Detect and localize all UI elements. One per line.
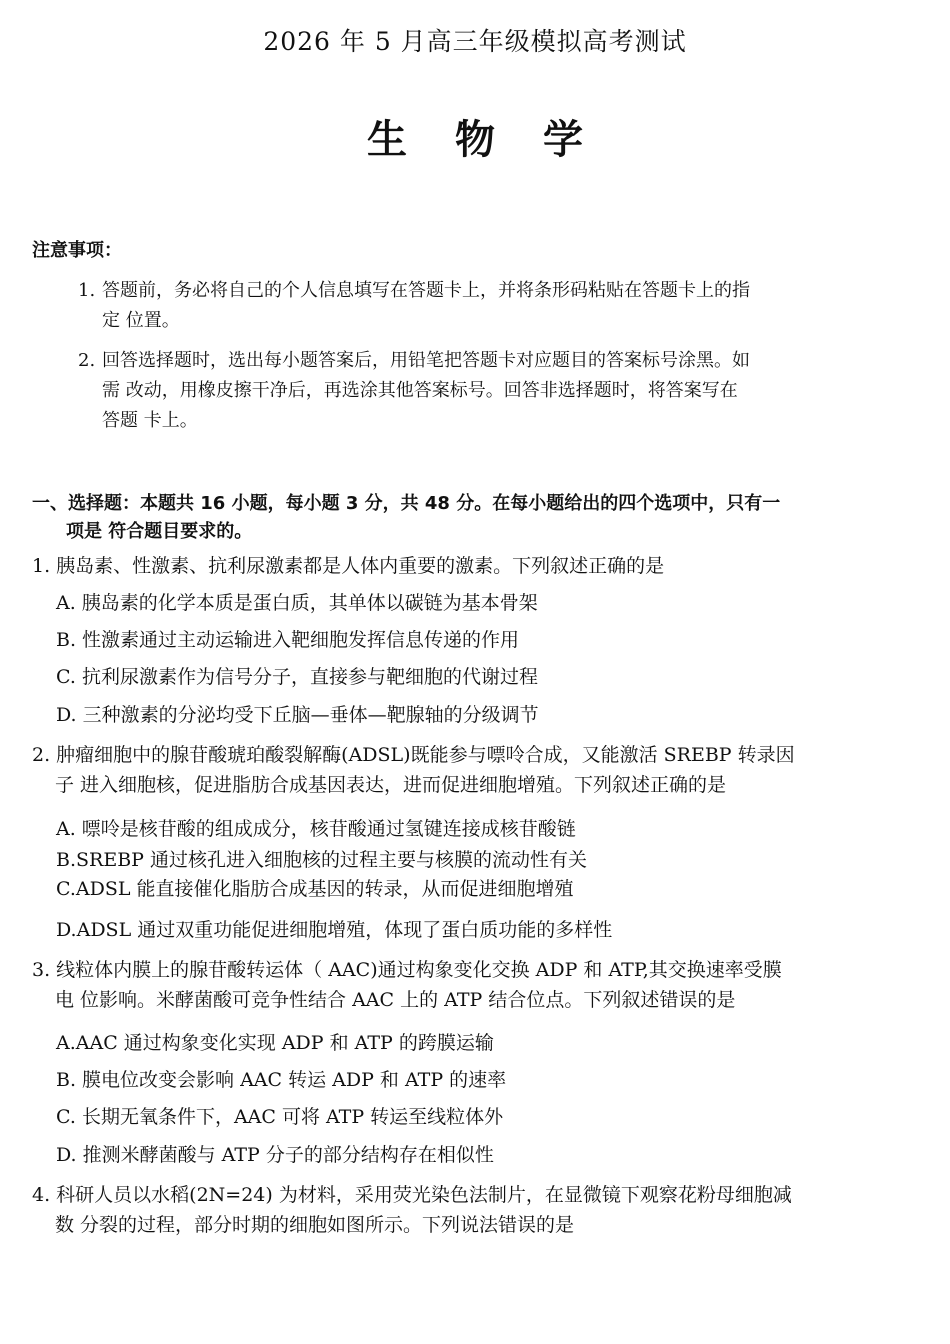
question-3-option-c: C. 长期无氧条件下，AAC 可将 ATP 转运至线粒体外 bbox=[56, 1106, 504, 1128]
notice-title: 注意事项： bbox=[32, 240, 122, 261]
question-1-option-b: B. 性激素通过主动运输进入靶细胞发挥信息传递的作用 bbox=[56, 629, 520, 651]
section-heading-line: 一、选择题：本题共 16 小题，每小题 3 分，共 48 分。在每小题给出的四个选项中，只有一 bbox=[32, 493, 781, 514]
question-2-stem bbox=[32, 740, 912, 800]
question-1-stem: 1. 胰岛素、性激素、抗利尿激素都是人体内重要的激素。下列叙述正确的是 bbox=[32, 555, 665, 577]
notice-item-2 bbox=[78, 346, 908, 436]
question-stem-line: 2. 肿瘤细胞中的腺苷酸琥珀酸裂解酶(ADSL)既能参与嘌呤合成，又能激活 SREBP 转录因 bbox=[32, 744, 795, 766]
notice-item-number: 1. bbox=[78, 280, 96, 301]
question-3-stem bbox=[32, 955, 912, 1015]
question-stem-line: 数 分裂的过程，部分时期的细胞如图所示。下列说法错误的是 bbox=[55, 1214, 575, 1236]
question-stem-line: 3. 线粒体内膜上的腺苷酸转运体（ AAC)通过构象变化交换 ADP 和 ATP,其交换速率受膜 bbox=[32, 959, 782, 981]
question-2-option-c: C.ADSL 能直接催化脂肪合成基因的转录，从而促进细胞增殖 bbox=[56, 878, 574, 900]
question-3-option-b: B. 膜电位改变会影响 AAC 转运 ADP 和 ATP 的速率 bbox=[56, 1069, 507, 1091]
question-2-option-b: B.SREBP 通过核孔进入细胞核的过程主要与核膜的流动性有关 bbox=[56, 849, 587, 871]
notice-item-line: 答题前，务必将自己的个人信息填写在答题卡上，并将条形码粘贴在答题卡上的指 bbox=[102, 280, 750, 301]
question-3-option-d: D. 推测米酵菌酸与 ATP 分子的部分结构存在相似性 bbox=[56, 1144, 494, 1166]
question-1-option-c: C. 抗利尿激素作为信号分子，直接参与靶细胞的代谢过程 bbox=[56, 666, 538, 688]
question-1-option-a: A. 胰岛素的化学本质是蛋白质，其单体以碳链为基本骨架 bbox=[56, 592, 538, 614]
question-stem-line: 子 进入细胞核，促进脂肪合成基因表达，进而促进细胞增殖。下列叙述正确的是 bbox=[55, 774, 727, 796]
section-heading bbox=[32, 490, 902, 546]
notice-item-1 bbox=[78, 276, 908, 336]
question-3-option-a: A.AAC 通过构象变化实现 ADP 和 ATP 的跨膜运输 bbox=[56, 1032, 494, 1054]
question-2-option-a: A. 嘌呤是核苷酸的组成成分，核苷酸通过氢键连接成核苷酸链 bbox=[56, 818, 576, 840]
question-stem-line: 电 位影响。米酵菌酸可竞争性结合 AAC 上的 ATP 结合位点。下列叙述错误的是 bbox=[55, 989, 736, 1011]
notice-item-line: 定 位置。 bbox=[102, 310, 180, 331]
question-stem-line: 4. 科研人员以水稻(2N=24) 为材料，采用荧光染色法制片，在显微镜下观察花粉母细胞减 bbox=[32, 1184, 792, 1206]
subject-title: 生物学 bbox=[367, 117, 631, 163]
section-heading-line: 项是 符合题目要求的。 bbox=[66, 521, 253, 542]
notice-item-line: 需 改动，用橡皮擦干净后，再选涂其他答案标号。回答非选择题时，将答案写在 bbox=[102, 380, 738, 401]
notice-item-line: 答题 卡上。 bbox=[102, 410, 198, 431]
question-4-stem bbox=[32, 1180, 912, 1240]
notice-item-number: 2. bbox=[78, 350, 96, 371]
exam-title: 2026 年 5 月高三年级模拟高考测试 bbox=[263, 27, 687, 56]
question-1-option-d: D. 三种激素的分泌均受下丘脑—垂体—靶腺轴的分级调节 bbox=[56, 704, 539, 726]
question-2-option-d: D.ADSL 通过双重功能促进细胞增殖，体现了蛋白质功能的多样性 bbox=[56, 919, 613, 941]
notice-item-line: 回答选择题时，选出每小题答案后，用铅笔把答题卡对应题目的答案标号涂黑。如 bbox=[102, 350, 750, 371]
